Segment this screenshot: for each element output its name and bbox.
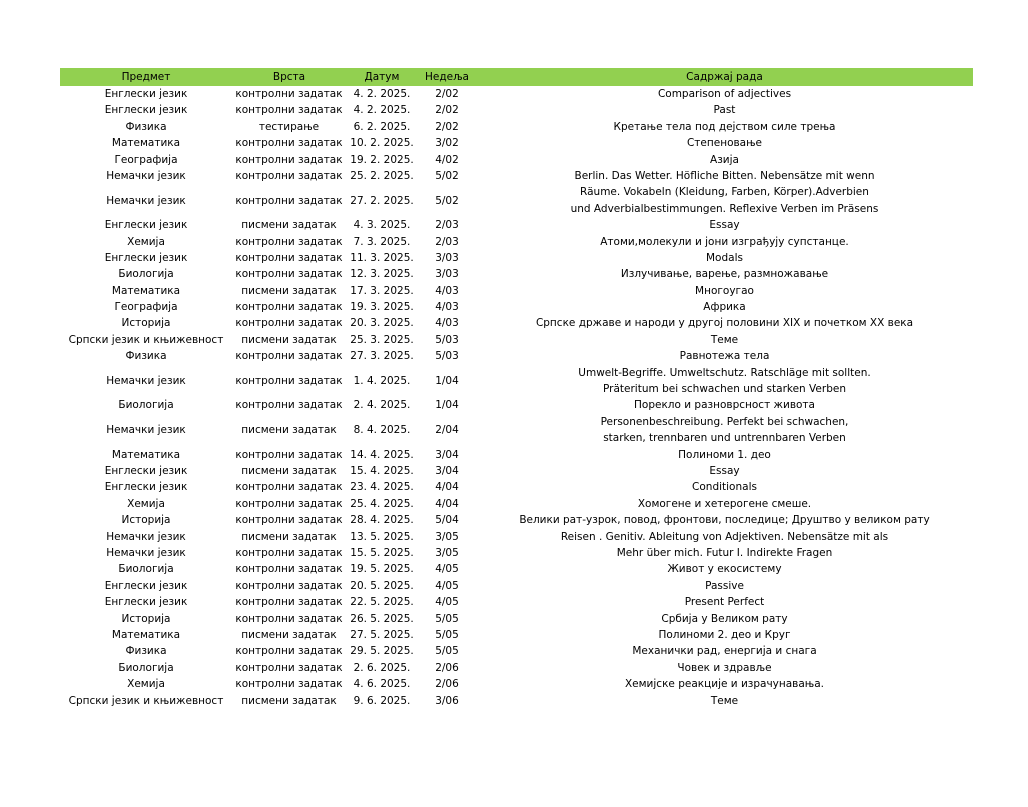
week-cell[interactable]: 2/02 [435,88,459,100]
table-row [60,234,973,250]
content-cell[interactable] [476,365,973,398]
date-cell[interactable]: 26. 5. 2025. [350,612,414,625]
content-line: Mehr über mich. Futur I. Indirekte Fragen [616,546,833,559]
type-cell[interactable]: контролни задатак [235,251,343,264]
date-cell[interactable]: 15. 5. 2025. [350,546,414,559]
type-cell[interactable]: контролни задатак [235,104,343,117]
subject-cell[interactable]: Биологија [118,661,174,674]
content-line: Comparison of adjectives [657,88,792,100]
type-cell[interactable]: контролни задатак [235,678,343,691]
content-line: Personenbeschreibung. Perfekt bei schwachen, [600,415,849,428]
content-cell[interactable] [476,496,973,512]
subject-cell[interactable]: Немачки језик [106,546,186,559]
type-cell[interactable]: писмени задатак [241,465,337,478]
table-row [60,135,973,151]
date-cell[interactable]: 29. 5. 2025. [350,645,414,658]
date-cell[interactable]: 19. 2. 2025. [350,153,414,166]
type-cell[interactable]: контролни задатак [235,169,343,182]
content-cell[interactable] [476,529,973,545]
date-cell[interactable]: 25. 3. 2025. [350,333,414,346]
content-cell[interactable] [476,135,973,151]
content-line: Кретање тела под дејством силе трења [613,120,836,133]
subject-cell[interactable]: Физика [125,120,167,133]
date-cell[interactable]: 10. 2. 2025. [350,137,414,150]
date-cell[interactable]: 17. 3. 2025. [350,284,414,297]
subject-cell[interactable]: Енглески језик [104,465,188,478]
week-cell[interactable]: 3/02 [435,137,459,150]
subject-cell[interactable]: Енглески језик [104,219,188,232]
week-cell[interactable]: 3/03 [435,268,459,281]
type-cell[interactable]: контролни задатак [235,579,343,592]
week-cell[interactable]: 4/03 [435,317,459,330]
week-cell[interactable]: 2/03 [435,235,459,248]
table-row [60,152,973,168]
type-cell[interactable]: контролни задатак [235,448,343,461]
content-cell[interactable] [476,594,973,610]
content-cell[interactable] [476,578,973,594]
content-cell[interactable] [476,266,973,282]
week-cell[interactable]: 2/04 [435,424,459,437]
date-cell[interactable]: 11. 3. 2025. [350,251,414,264]
type-cell[interactable]: контролни задатак [235,596,343,609]
week-cell[interactable]: 5/05 [435,645,459,658]
date-cell[interactable]: 27. 2. 2025. [350,194,414,207]
type-cell[interactable]: контролни задатак [235,645,343,658]
content-cell[interactable] [476,152,973,168]
subject-cell[interactable]: Енглески језик [104,579,188,592]
date-cell[interactable]: 4. 2. 2025. [353,104,411,117]
content-line: Африка [703,301,746,314]
table-row [60,578,973,594]
schedule-table [60,68,973,709]
type-cell[interactable]: контролни задатак [235,268,343,281]
content-cell[interactable] [476,332,973,348]
content-cell[interactable] [476,676,973,692]
subject-cell[interactable]: Немачки језик [106,169,186,182]
subject-cell[interactable]: Енглески језик [104,481,188,494]
content-cell[interactable] [476,102,973,118]
subject-cell[interactable]: Историја [121,514,171,527]
subject-cell[interactable]: Немачки језик [106,530,186,543]
content-cell[interactable] [476,479,973,495]
content-line: Механички рад, енергија и снага [632,645,817,658]
table-row [60,119,973,135]
subject-cell[interactable]: Немачки језик [106,374,186,387]
date-cell[interactable]: 25. 4. 2025. [350,497,414,510]
subject-cell[interactable]: Физика [125,645,167,658]
content-line: starken, trennbaren und untrennbaren Verben [603,432,846,445]
type-cell[interactable]: писмени задатак [241,219,337,232]
table-row [60,299,973,315]
subject-cell[interactable]: Немачки језик [106,424,186,437]
table-row [60,496,973,512]
content-cell[interactable] [476,119,973,135]
date-cell[interactable]: 14. 4. 2025. [350,448,414,461]
table-row [60,365,973,398]
subject-cell[interactable]: Математика [111,448,181,461]
content-cell[interactable] [476,217,973,233]
subject-cell[interactable]: Математика [111,628,181,641]
week-cell[interactable]: 3/06 [435,694,459,707]
subject-cell[interactable]: Биологија [118,399,174,412]
date-cell[interactable]: 23. 4. 2025. [350,481,414,494]
content-line: Essay [709,465,740,478]
week-cell[interactable]: 5/03 [435,350,459,363]
table-row [60,660,973,676]
date-cell[interactable]: 12. 3. 2025. [350,268,414,281]
content-line: Passive [705,579,744,592]
week-cell[interactable]: 5/03 [435,333,459,346]
content-cell[interactable] [476,315,973,331]
content-line: Многоугао [695,284,754,297]
type-cell[interactable]: писмени задатак [241,424,337,437]
content-cell[interactable] [476,447,973,463]
table-row [60,283,973,299]
subject-cell[interactable]: Српски језик и књижевност [68,694,224,707]
content-cell[interactable] [476,168,973,184]
type-cell[interactable]: писмени задатак [241,694,337,707]
week-cell[interactable]: 3/03 [435,251,459,264]
date-cell[interactable]: 2. 6. 2025. [353,661,411,674]
table-row [60,479,973,495]
table-row [60,611,973,627]
table-row [60,512,973,528]
date-cell[interactable]: 9. 6. 2025. [353,694,411,707]
date-cell[interactable]: 4. 2. 2025. [353,88,411,100]
table-body [60,86,973,709]
subject-cell[interactable]: Географија [114,301,178,314]
content-cell[interactable] [476,611,973,627]
table-row [60,86,973,102]
subject-cell[interactable]: Енглески језик [104,88,188,100]
table-row [60,332,973,348]
subject-cell[interactable]: Географија [114,153,178,166]
content-cell[interactable] [476,299,973,315]
week-cell[interactable]: 4/05 [435,596,459,609]
subject-cell[interactable]: Физика [125,350,167,363]
date-cell[interactable]: 4. 6. 2025. [353,678,411,691]
date-cell[interactable]: 27. 5. 2025. [350,628,414,641]
content-cell[interactable] [476,397,973,413]
table-row [60,561,973,577]
table-row [60,643,973,659]
content-line: Berlin. Das Wetter. Höfliche Bitten. Nebensätze mit wenn [574,169,875,182]
content-cell[interactable] [476,414,973,447]
content-line: Велики рат-узрок, повод, фронтови, последице; Друштво у великом рату [519,514,930,527]
date-cell[interactable]: 13. 5. 2025. [350,530,414,543]
type-cell[interactable]: писмени задатак [241,284,337,297]
date-cell[interactable]: 8. 4. 2025. [353,424,411,437]
date-cell[interactable]: 4. 3. 2025. [353,219,411,232]
date-cell[interactable]: 22. 5. 2025. [350,596,414,609]
content-cell[interactable] [476,660,973,676]
content-line: Човек и здравље [677,661,772,674]
content-line: Српске државе и народи у другој половини XIX и почетком XX века [535,317,914,330]
table-row [60,627,973,643]
table-row [60,676,973,692]
content-cell[interactable] [476,512,973,528]
subject-cell[interactable]: Хемија [127,235,165,248]
content-line: Reisen . Genitiv. Ableitung von Adjektiven. Nebensätze mit als [560,530,889,543]
date-cell[interactable]: 1. 4. 2025. [353,374,411,387]
type-cell[interactable]: контролни задатак [235,317,343,330]
content-line: Present Perfect [684,596,765,609]
content-line: Полиноми 1. део [678,448,771,461]
table-row [60,447,973,463]
week-cell[interactable]: 4/05 [435,563,459,576]
week-cell[interactable]: 3/05 [435,530,459,543]
week-cell[interactable]: 3/04 [435,448,459,461]
content-line: Степеновање [686,137,763,150]
content-line: Essay [709,219,740,232]
content-line: Полиноми 2. део и Круг [658,628,791,641]
content-line: Атоми,молекули и јони изграђују супстанце. [600,235,849,248]
date-cell[interactable]: 25. 2. 2025. [350,169,414,182]
subject-cell[interactable]: Историја [121,317,171,330]
date-cell[interactable]: 20. 5. 2025. [350,579,414,592]
type-cell[interactable]: контролни задатак [235,497,343,510]
week-cell[interactable]: 2/06 [435,678,459,691]
subject-cell[interactable]: Хемија [127,497,165,510]
week-cell[interactable]: 1/04 [435,399,459,412]
week-cell[interactable]: 1/04 [435,374,459,387]
type-cell[interactable]: писмени задатак [241,333,337,346]
content-line: Равнотежа тела [679,350,770,363]
type-cell[interactable]: контролни задатак [235,137,343,150]
table-row [60,102,973,118]
subject-cell[interactable]: Биологија [118,563,174,576]
type-cell[interactable]: контролни задатак [235,563,343,576]
table-row [60,545,973,561]
date-cell[interactable]: 28. 4. 2025. [350,514,414,527]
week-cell[interactable]: 4/04 [435,497,459,510]
table-row [60,266,973,282]
subject-cell[interactable]: Енглески језик [104,596,188,609]
type-cell[interactable]: контролни задатак [235,350,343,363]
type-cell[interactable]: контролни задатак [235,661,343,674]
content-line: Past [713,104,736,117]
header-type[interactable]: Врста [272,70,306,83]
type-cell[interactable]: писмени задатак [241,530,337,543]
week-cell[interactable]: 5/05 [435,612,459,625]
header-subject[interactable]: Предмет [121,70,171,83]
content-cell[interactable] [476,463,973,479]
week-cell[interactable]: 5/05 [435,628,459,641]
content-cell[interactable] [476,627,973,643]
content-line: Теме [710,694,739,707]
type-cell[interactable]: писмени задатак [241,628,337,641]
date-cell[interactable]: 2. 4. 2025. [353,399,411,412]
content-cell[interactable] [476,348,973,364]
week-cell[interactable]: 4/02 [435,153,459,166]
week-cell[interactable]: 3/04 [435,465,459,478]
table-row [60,250,973,266]
week-cell[interactable]: 5/04 [435,514,459,527]
content-cell[interactable] [476,184,973,217]
content-line: Излучивање, варење, размножавање [620,268,829,281]
type-cell[interactable]: контролни задатак [235,399,343,412]
subject-cell[interactable]: Биологија [118,268,174,281]
content-line: Хемијске реакције и израчунавања. [624,678,825,691]
subject-cell[interactable]: Енглески језик [104,104,188,117]
content-cell[interactable] [476,234,973,250]
date-cell[interactable]: 20. 3. 2025. [350,317,414,330]
table-header [60,68,973,86]
table-row [60,594,973,610]
week-cell[interactable]: 2/06 [435,661,459,674]
type-cell[interactable]: контролни задатак [235,194,343,207]
table-row [60,348,973,364]
table-row [60,168,973,184]
subject-cell[interactable]: Енглески језик [104,251,188,264]
content-line: Räume. Vokabeln (Kleidung, Farben, Körper).Adverbien [580,186,869,199]
content-line: Modals [706,251,743,264]
date-cell[interactable]: 7. 3. 2025. [353,235,411,248]
week-cell[interactable]: 4/05 [435,579,459,592]
table-row [60,397,973,413]
date-cell[interactable]: 19. 5. 2025. [350,563,414,576]
type-cell[interactable]: тестирање [258,120,320,133]
week-cell[interactable]: 2/02 [435,104,459,117]
date-cell[interactable]: 6. 2. 2025. [353,120,411,133]
week-cell[interactable]: 2/03 [435,219,459,232]
type-cell[interactable]: контролни задатак [235,546,343,559]
week-cell[interactable]: 4/04 [435,481,459,494]
content-line: Präteritum bei schwachen und starken Verben [603,383,846,396]
week-cell[interactable]: 5/02 [435,194,459,207]
week-cell[interactable]: 5/02 [435,169,459,182]
date-cell[interactable]: 27. 3. 2025. [350,350,414,363]
table-row [60,529,973,545]
subject-cell[interactable]: Математика [111,137,181,150]
content-line: Conditionals [692,481,757,494]
content-cell[interactable] [476,250,973,266]
type-cell[interactable]: контролни задатак [235,374,343,387]
type-cell[interactable]: контролни задатак [235,514,343,527]
date-cell[interactable]: 19. 3. 2025. [350,301,414,314]
content-cell[interactable] [476,693,973,709]
content-line: Живот у екосистему [667,563,782,576]
type-cell[interactable]: контролни задатак [235,301,343,314]
subject-cell[interactable]: Историја [121,612,171,625]
type-cell[interactable]: контролни задатак [235,481,343,494]
week-cell[interactable]: 3/05 [435,546,459,559]
content-line: Umwelt-Begriffe. Umweltschutz. Ratschläge mit sollten. [578,366,871,379]
header-week[interactable]: Недеља [425,70,469,83]
content-line: Азија [710,153,739,166]
content-line: Хомогене и хетерогене смеше. [637,497,812,510]
type-cell[interactable]: контролни задатак [235,88,343,100]
table-row [60,693,973,709]
content-cell[interactable] [476,561,973,577]
type-cell[interactable]: контролни задатак [235,153,343,166]
table-row [60,414,973,447]
header-content[interactable]: Садржај рада [686,70,763,83]
week-cell[interactable]: 4/03 [435,284,459,297]
table-row [60,315,973,331]
header-date[interactable]: Датум [364,70,400,83]
content-cell[interactable] [476,545,973,561]
content-line: und Adverbialbestimmungen. Reflexive Verben im Präsens [570,202,879,215]
content-cell[interactable] [476,643,973,659]
week-cell[interactable]: 2/02 [435,120,459,133]
content-line: Србија у Великом рату [661,612,788,625]
type-cell[interactable]: контролни задатак [235,235,343,248]
table-row [60,184,973,217]
subject-cell[interactable]: Српски језик и књижевност [68,333,224,346]
table-row [60,463,973,479]
content-cell[interactable] [476,283,973,299]
table-row [60,217,973,233]
subject-cell[interactable]: Математика [111,284,181,297]
content-line: Порекло и разноврсност живота [634,399,815,412]
content-cell[interactable] [476,86,973,102]
week-cell[interactable]: 4/03 [435,301,459,314]
date-cell[interactable]: 15. 4. 2025. [350,465,414,478]
type-cell[interactable]: контролни задатак [235,612,343,625]
content-line: Теме [710,333,739,346]
subject-cell[interactable]: Немачки језик [106,194,186,207]
subject-cell[interactable]: Хемија [127,678,165,691]
